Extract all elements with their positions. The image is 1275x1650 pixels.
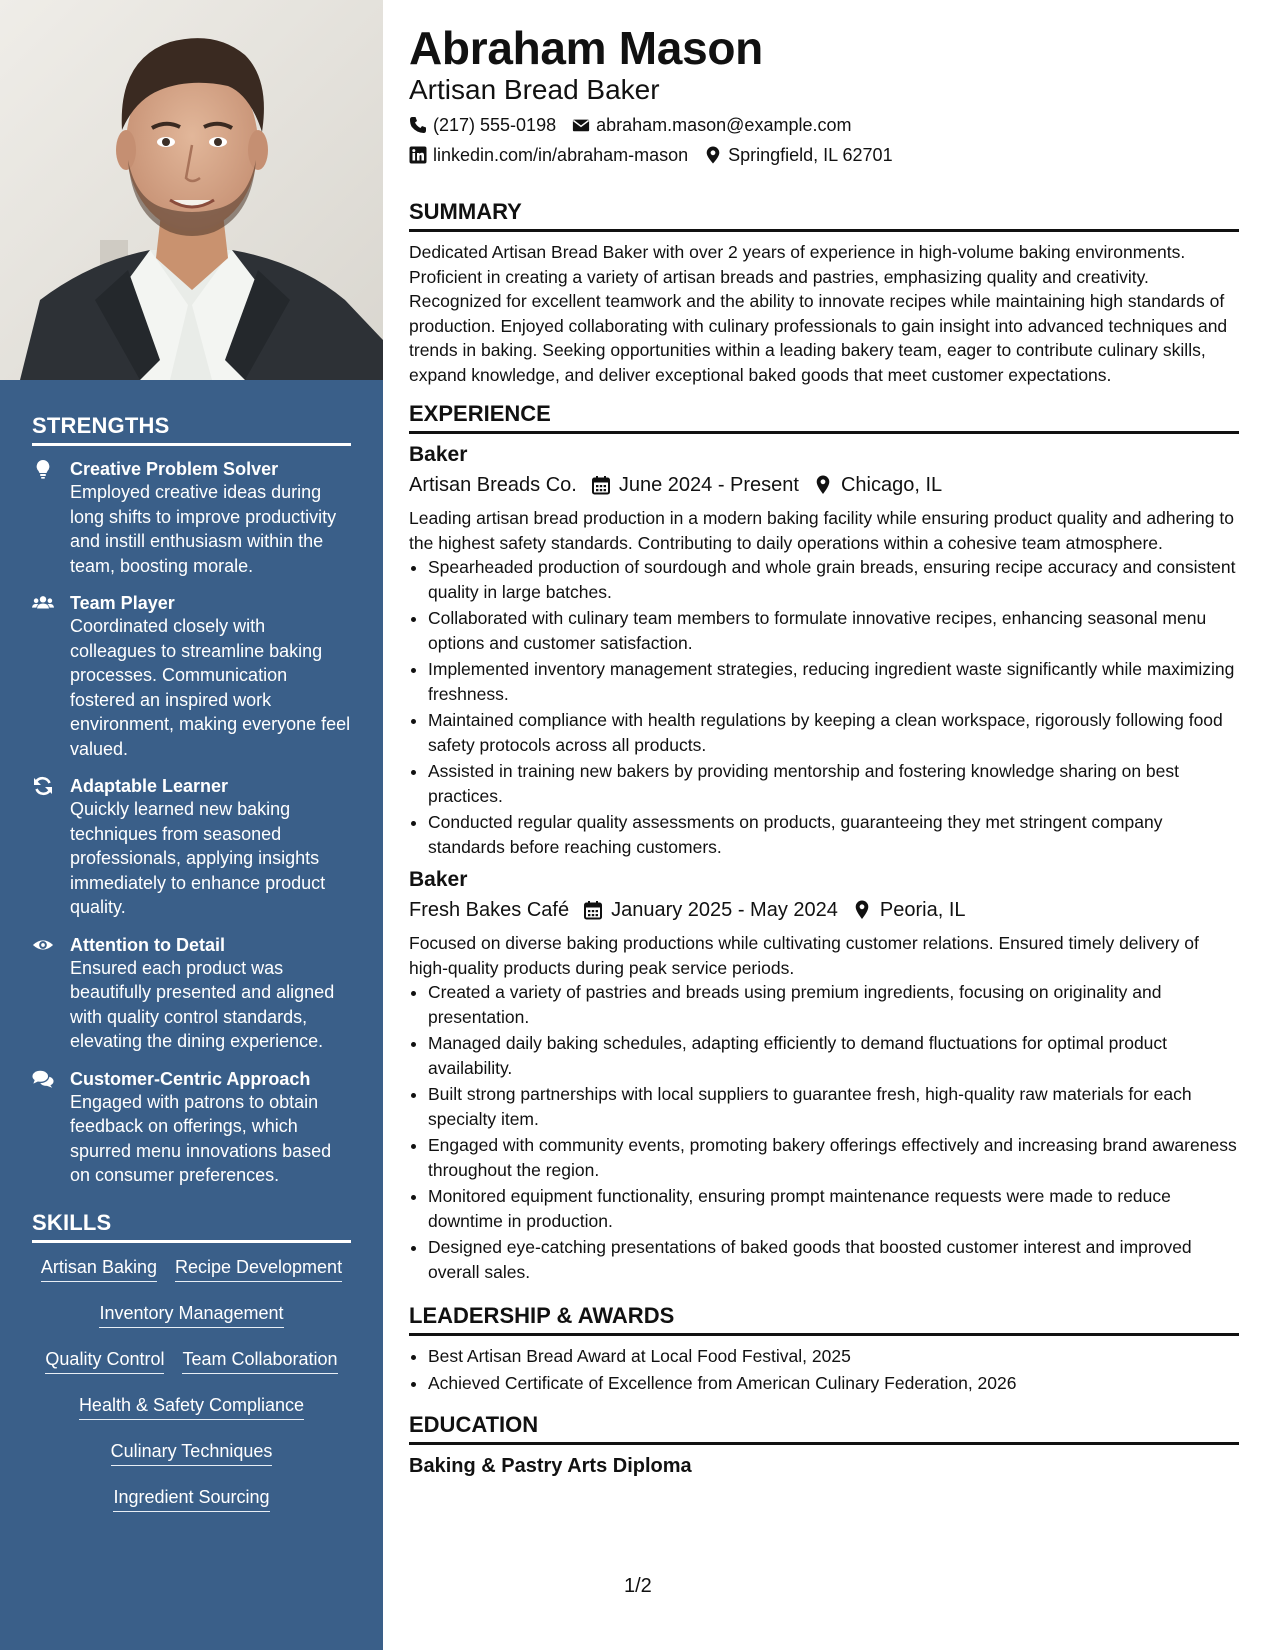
job-bullet: • Monitored equipment functionality, ensuring prompt maintenance requests were made to reduce downtime in production. bbox=[428, 1184, 1239, 1233]
location-text: Springfield, IL 62701 bbox=[728, 145, 893, 165]
strength-description: Quickly learned new baking techniques from seasoned professionals, applying insights immediately to enhance product quality. bbox=[70, 799, 326, 917]
comments-icon bbox=[32, 1069, 54, 1089]
job-dates-group bbox=[591, 470, 799, 500]
skill-tag: Team Collaboration bbox=[182, 1347, 337, 1374]
strength-description: Employed creative ideas during long shifts to improve productivity and instill enthusiasm within the team, boosting morale. bbox=[70, 482, 337, 576]
strength-title: Creative Problem Solver bbox=[70, 459, 279, 479]
skill-tag: Artisan Baking bbox=[41, 1255, 157, 1282]
award-item: • Achieved Certificate of Excellence from American Culinary Federation, 2026 bbox=[428, 1371, 1239, 1396]
sidebar-content bbox=[32, 413, 351, 1531]
job-bullets bbox=[409, 980, 1239, 1284]
job-bullet: • Created a variety of pastries and breads using premium ingredients, focusing on originality and presentation. bbox=[428, 980, 1239, 1029]
experience-heading: EXPERIENCE bbox=[409, 400, 1239, 434]
job-bullet: • Implemented inventory management strategies, reducing ingredient waste significantly while maximizing freshness. bbox=[428, 657, 1239, 706]
main-content bbox=[409, 22, 1239, 1479]
strength-item bbox=[32, 775, 351, 920]
sidebar bbox=[0, 0, 383, 1650]
job-bullets bbox=[409, 555, 1239, 859]
job-bullet: • Maintained compliance with health regulations by keeping a clean workspace, rigorously following food safety protocols across all products. bbox=[428, 708, 1239, 757]
contact-row bbox=[409, 112, 1239, 138]
job-role: Baker bbox=[409, 443, 468, 466]
job-bullet: • Assisted in training new bakers by providing mentorship and fostering knowledge sharing on best practices. bbox=[428, 759, 1239, 808]
skill-tag: Health & Safety Compliance bbox=[79, 1393, 304, 1420]
calendar-icon bbox=[591, 475, 611, 495]
job-location: Peoria, IL bbox=[879, 899, 966, 921]
awards-heading: LEADERSHIP & AWARDS bbox=[409, 1302, 1239, 1336]
job-dates: June 2024 - Present bbox=[618, 474, 799, 496]
strength-item bbox=[32, 1068, 351, 1188]
email-contact[interactable] bbox=[572, 112, 851, 138]
job-description: Leading artisan bread production in a modern baking facility while ensuring product quality and adhering to the highest safety standards. Contributing to daily operations within a cohesive team atmosphere. bbox=[409, 508, 1234, 553]
skills-list bbox=[32, 1255, 351, 1531]
job-description: Focused on diverse baking productions while cultivating customer relations. Ensured timely delivery of high-quality products during peak service periods. bbox=[409, 933, 1199, 978]
candidate-title: Artisan Bread Baker bbox=[409, 74, 660, 105]
job-meta bbox=[409, 895, 1239, 925]
linkedin-icon bbox=[409, 146, 427, 164]
page-indicator: 1/2 bbox=[624, 1575, 652, 1597]
job-dates: January 2025 - May 2024 bbox=[611, 899, 838, 921]
map-pin-icon bbox=[852, 900, 872, 920]
job-location: Chicago, IL bbox=[840, 474, 943, 496]
map-pin-icon bbox=[704, 146, 722, 164]
candidate-name: Abraham Mason bbox=[409, 22, 763, 74]
strength-description: Ensured each product was beautifully presented and aligned with quality control standards, elevating the dining experience. bbox=[70, 957, 335, 1051]
envelope-icon bbox=[572, 116, 590, 134]
award-item: • Best Artisan Bread Award at Local Food Festival, 2025 bbox=[428, 1344, 1239, 1369]
job-bullet: • Conducted regular quality assessments on products, guaranteeing they met stringent company standards before reaching customers. bbox=[428, 810, 1239, 859]
summary-section bbox=[409, 198, 1239, 387]
map-pin-icon bbox=[813, 475, 833, 495]
awards-list bbox=[409, 1344, 1239, 1395]
location-contact bbox=[704, 142, 892, 168]
education-section bbox=[409, 1411, 1239, 1479]
strength-title: Attention to Detail bbox=[70, 934, 225, 955]
job-location-group bbox=[852, 895, 966, 925]
strength-item bbox=[32, 592, 351, 761]
phone-number: (217) 555-0198 bbox=[433, 115, 557, 135]
job-meta bbox=[409, 470, 1239, 500]
job-location-group bbox=[813, 470, 942, 500]
profile-photo bbox=[0, 0, 383, 380]
linkedin-url: linkedin.com/in/abraham-mason bbox=[433, 145, 689, 165]
job-bullet: • Collaborated with culinary team members to formulate innovative recipes, enhancing seasonal menu options and customer satisfaction. bbox=[428, 606, 1239, 655]
job-bullet: • Built strong partnerships with local suppliers to guarantee fresh, high-quality raw materials for each specialty item. bbox=[428, 1082, 1239, 1131]
linkedin-contact[interactable] bbox=[409, 142, 688, 168]
strength-description: Engaged with patrons to obtain feedback on offerings, which spurred menu innovations based on consumer preferences. bbox=[70, 1091, 332, 1185]
lightbulb-icon bbox=[32, 459, 54, 479]
phone-contact[interactable] bbox=[409, 112, 556, 138]
summary-heading: SUMMARY bbox=[409, 198, 1239, 232]
awards-section bbox=[409, 1302, 1239, 1395]
strength-description: Coordinated closely with colleagues to streamline baking processes. Communication fostered an inspired work environment, making everyone feel valued. bbox=[70, 616, 351, 759]
degree-title: Baking & Pastry Arts Diploma bbox=[409, 1455, 692, 1477]
summary-text: Dedicated Artisan Bread Baker with over 2 years of experience in high-volume baking environments. Proficient in creating a variety of artisan breads and pastries, emphasizing quality and creativity. Recognized for excellent teamwork and the ability to innovate recipes while maintaining high standards of production. Enjoyed collaborating with culinary professionals to gain insight into advanced techniques and trends in baking. Seeking opportunities within a leading bakery team, eager to contribute culinary skills, expand knowledge, and deliver exceptional baked goods that meet customer expectations. bbox=[409, 242, 1228, 385]
job-company: Fresh Bakes Café bbox=[409, 899, 570, 921]
users-icon bbox=[32, 593, 54, 613]
job-entry bbox=[409, 442, 1239, 859]
strength-title: Team Player bbox=[70, 593, 175, 613]
strengths-heading: STRENGTHS bbox=[32, 413, 351, 446]
skill-tag: Culinary Techniques bbox=[111, 1439, 273, 1466]
contact-row bbox=[409, 142, 1239, 168]
strength-item bbox=[32, 934, 351, 1054]
education-heading: EDUCATION bbox=[409, 1411, 1239, 1445]
skill-tag: Ingredient Sourcing bbox=[113, 1485, 269, 1512]
phone-icon bbox=[409, 116, 427, 134]
profile-photo-image bbox=[0, 0, 383, 380]
job-bullet: • Engaged with community events, promoting bakery offerings effectively and increasing brand awareness throughout the region. bbox=[428, 1133, 1239, 1182]
email-address: abraham.mason@example.com bbox=[596, 115, 852, 135]
strength-item bbox=[32, 458, 351, 578]
job-company: Artisan Breads Co. bbox=[409, 474, 577, 496]
job-bullet: • Spearheaded production of sourdough and whole grain breads, ensuring recipe accuracy and consistent quality in large batches. bbox=[428, 555, 1239, 604]
job-bullet: • Designed eye-catching presentations of baked goods that boosted customer interest and improved overall sales. bbox=[428, 1235, 1239, 1284]
skill-tag: Recipe Development bbox=[175, 1255, 342, 1282]
skill-tag: Quality Control bbox=[45, 1347, 164, 1374]
experience-section bbox=[409, 400, 1239, 1284]
job-dates-group bbox=[583, 895, 838, 925]
job-role: Baker bbox=[409, 868, 468, 891]
eye-icon bbox=[32, 935, 54, 955]
strength-title: Customer-Centric Approach bbox=[70, 1068, 311, 1089]
skill-tag: Inventory Management bbox=[99, 1301, 283, 1328]
job-bullet: • Managed daily baking schedules, adapting efficiently to demand fluctuations for optimal product availability. bbox=[428, 1031, 1239, 1080]
refresh-icon bbox=[32, 776, 54, 796]
calendar-icon bbox=[583, 900, 603, 920]
job-entry bbox=[409, 867, 1239, 1284]
skills-heading: SKILLS bbox=[32, 1210, 351, 1243]
strength-title: Adaptable Learner bbox=[70, 776, 229, 796]
